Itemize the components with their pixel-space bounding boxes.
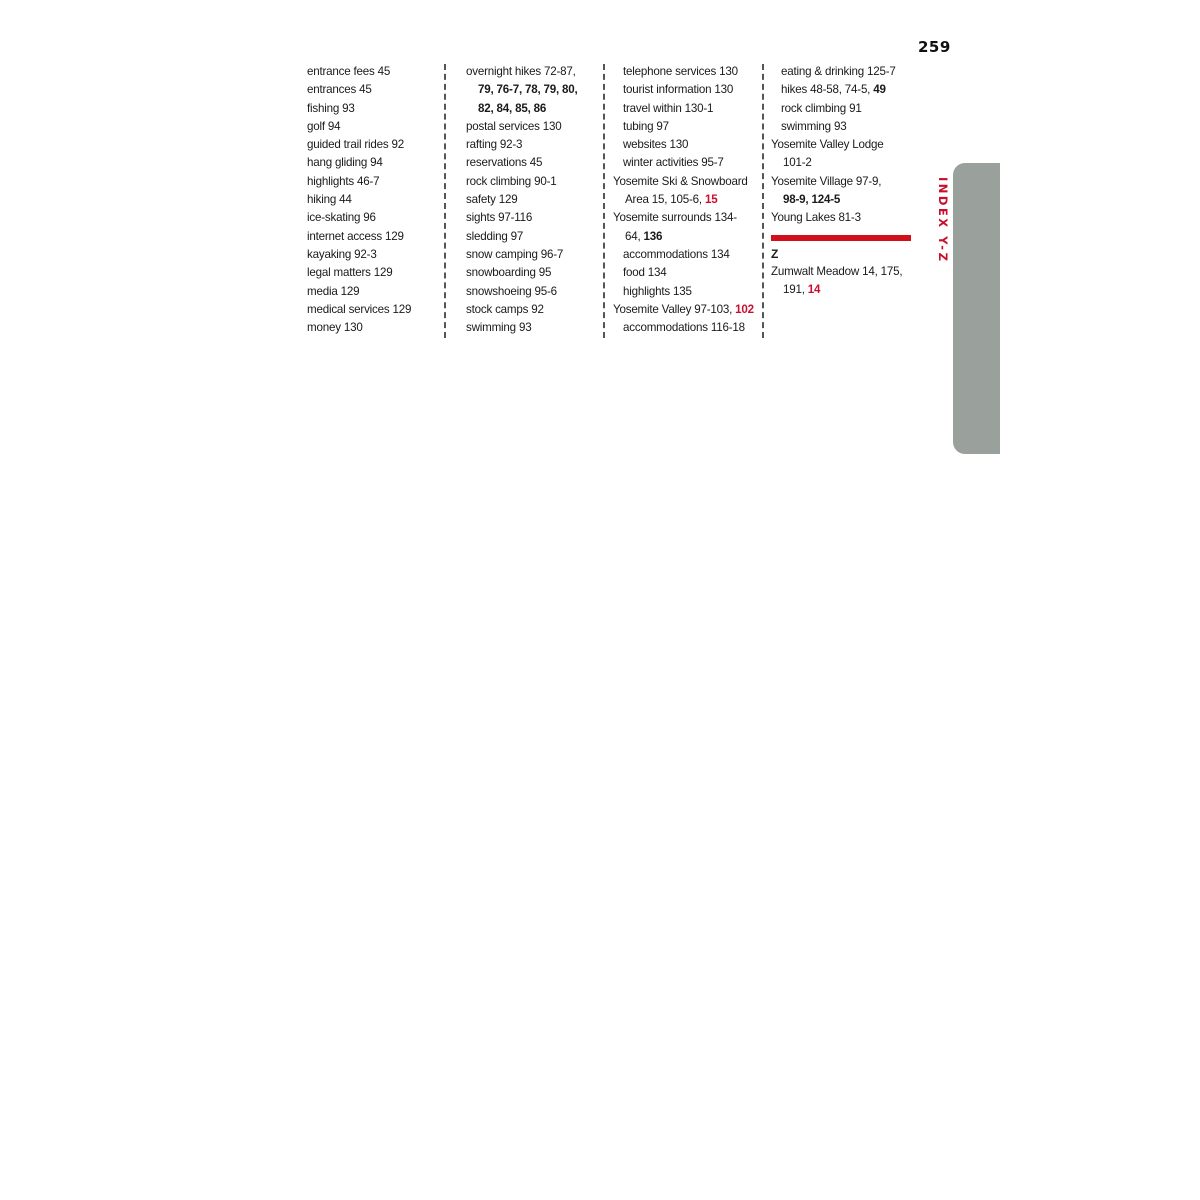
index-subentry: highlights 135 (623, 284, 692, 298)
index-entry: money 130 (307, 321, 363, 335)
column-divider (762, 64, 764, 338)
letter-divider-rule (771, 235, 911, 241)
index-subentry: telephone services 130 (623, 65, 738, 78)
index-entry: ice-skating 96 (307, 211, 376, 225)
column-divider (603, 64, 605, 338)
index-entry: rock climbing 90-1 (466, 174, 557, 188)
index-entry: postal services 130 (466, 119, 562, 133)
index-entry: hang gliding 94 (307, 156, 383, 170)
index-entry: Yosemite Village 97-9, 98-9, 124-5 (771, 174, 882, 207)
index-entry: overnight hikes 72-87, 79, 76-7, 78, 79, 80, 82, 84, 85, 86 (466, 65, 578, 115)
index-column-3 (613, 63, 759, 337)
index-subentry: food 134 (623, 266, 667, 280)
index-subentry: accommodations 116-18 (623, 321, 745, 335)
index-subentry: tourist information 130 (623, 83, 734, 97)
index-entry: reservations 45 (466, 156, 543, 170)
index-subentry: accommodations 134 (623, 247, 730, 261)
index-subentry: winter activities 95-7 (623, 156, 724, 170)
index-subentry: swimming 93 (781, 119, 847, 133)
index-entry: safety 129 (466, 193, 518, 207)
index-entry: kayaking 92-3 (307, 247, 377, 261)
index-entry: swimming 93 (466, 321, 532, 335)
index-entry: Yosemite Ski & Snowboard Area 15, 105-6, 15 (613, 174, 748, 207)
index-entry: media 129 (307, 284, 360, 298)
index-entry: entrance fees 45 (307, 65, 391, 78)
page-number: 259 (918, 38, 951, 56)
index-entry: Zumwalt Meadow 14, 175, 191, 14 (771, 264, 903, 297)
index-entry: stock camps 92 (466, 302, 544, 316)
section-side-label: INDEX Y-Z (936, 177, 950, 264)
index-column-2 (466, 63, 602, 337)
index-subentry: websites 130 (623, 138, 689, 152)
index-entry: snowshoeing 95-6 (466, 284, 557, 298)
index-entry: hiking 44 (307, 193, 352, 207)
index-subentry: rock climbing 91 (781, 101, 862, 115)
index-entry: entrances 45 (307, 83, 372, 97)
index-subentry: tubing 97 (623, 119, 669, 133)
index-column-4 (771, 63, 913, 300)
index-entry: guided trail rides 92 (307, 138, 404, 152)
index-entry: snowboarding 95 (466, 266, 552, 280)
index-subentry: travel within 130-1 (623, 101, 714, 115)
column-divider (444, 64, 446, 338)
index-subentry: hikes 48-58, 74-5, 49 (781, 83, 886, 97)
index-entry: Yosemite surrounds 134- 64, 136 (613, 211, 737, 243)
index-entry: sights 97-116 (466, 211, 533, 225)
index-entry: internet access 129 (307, 229, 404, 243)
index-entry: Yosemite Valley Lodge 101-2 (771, 138, 884, 170)
index-entry: highlights 46-7 (307, 174, 380, 188)
index-entry: Yosemite Valley 97-103, 102 (613, 302, 754, 316)
thumb-index-tab (953, 163, 1000, 454)
index-entry: sledding 97 (466, 229, 524, 243)
index-column-1 (307, 63, 443, 337)
index-entry: fishing 93 (307, 101, 355, 115)
index-entry: snow camping 96-7 (466, 247, 564, 261)
index-entry: legal matters 129 (307, 266, 393, 280)
index-letter-heading: Z (771, 246, 779, 261)
index-entry: rafting 92-3 (466, 138, 523, 152)
index-entry: golf 94 (307, 119, 341, 133)
index-entry: Young Lakes 81-3 (771, 211, 861, 225)
index-entry: medical services 129 (307, 302, 412, 316)
index-subentry: eating & drinking 125-7 (781, 65, 896, 78)
